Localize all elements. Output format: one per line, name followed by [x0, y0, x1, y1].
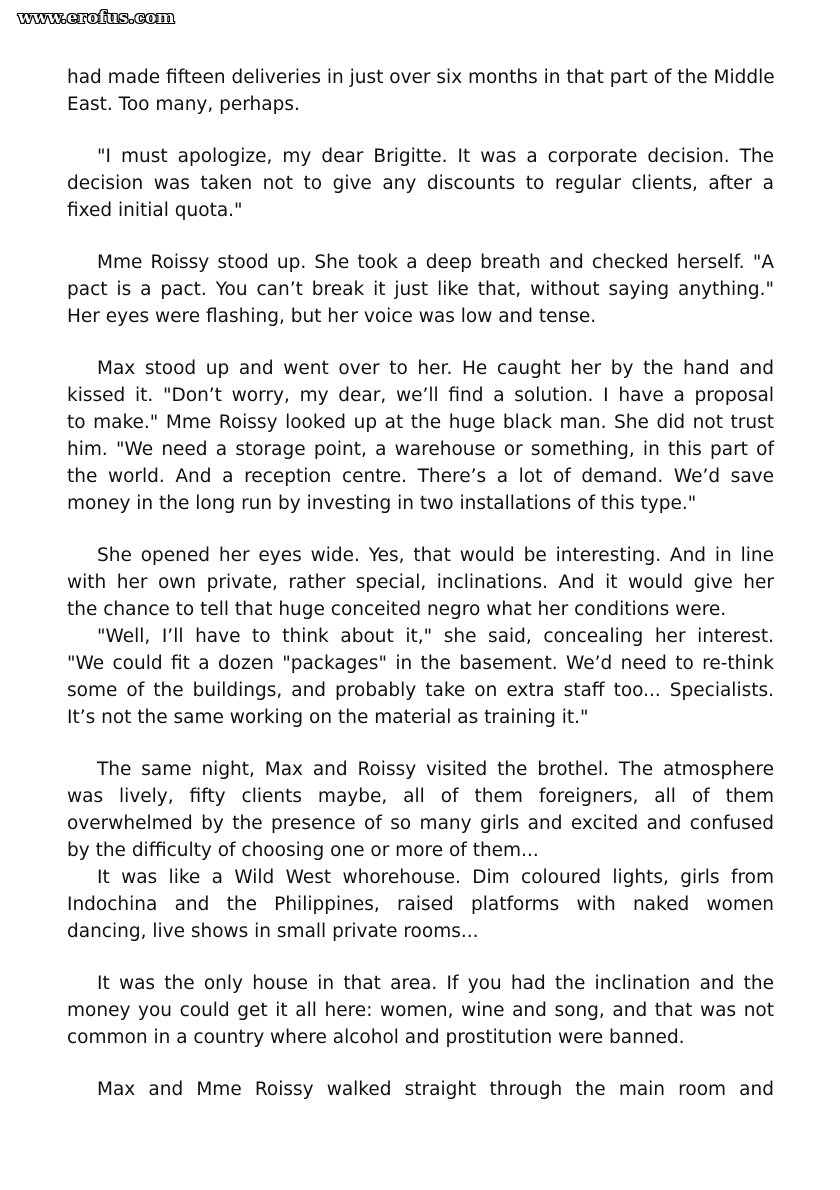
paragraph	[67, 623, 774, 731]
text-line: East. Too many, perhaps.	[67, 94, 300, 115]
text-line: "Well, I’ll have to think about it," she said, concealing her interest.	[97, 626, 774, 647]
text-line: The same night, Max and Roissy visited the brothel. The atmosphere	[97, 759, 774, 780]
text-line: him. "We need a storage point, a warehouse or something, in this part of	[67, 439, 774, 460]
text-line: It’s not the same working on the material as training it."	[67, 707, 589, 728]
text-line: money you could get it all here: women, wine and song, and that was not	[67, 1000, 774, 1021]
text-line: pact is a pact. You can’t break it just like that, without saying anything."	[67, 279, 774, 300]
text-line: It was like a Wild West whorehouse. Dim coloured lights, girls from	[97, 867, 774, 888]
text-line: the chance to tell that huge conceited negro what her conditions were.	[67, 599, 727, 620]
text-line: She opened her eyes wide. Yes, that would be interesting. And in line	[97, 545, 774, 566]
text-line: "We could fit a dozen "packages" in the basement. We’d need to re-think	[67, 653, 774, 674]
text-line: Mme Roissy stood up. She took a deep breath and checked herself. "A	[97, 252, 774, 273]
page-text	[67, 64, 774, 1103]
paragraph	[67, 970, 774, 1051]
paragraph	[67, 355, 774, 517]
text-line: Max and Mme Roissy walked straight through the main room and	[97, 1079, 774, 1100]
text-line: Max stood up and went over to her. He caught her by the hand and	[97, 358, 774, 379]
text-line: It was the only house in that area. If you had the inclination and the	[97, 973, 774, 994]
paragraph	[67, 249, 774, 330]
text-line: had made fifteen deliveries in just over six months in that part of the Middle	[67, 67, 775, 88]
text-line: with her own private, rather special, inclinations. And it would give her	[67, 572, 774, 593]
text-line: by the difficulty of choosing one or more of them...	[67, 840, 539, 861]
paragraph	[67, 1076, 774, 1103]
text-line: kissed it. "Don’t worry, my dear, we’ll find a solution. I have a proposal	[67, 385, 774, 406]
text-line: common in a country where alcohol and prostitution were banned.	[67, 1027, 685, 1048]
paragraph	[67, 64, 774, 118]
paragraph	[67, 143, 774, 224]
text-line: decision was taken not to give any discounts to regular clients, after a	[67, 173, 774, 194]
text-line: to make." Mme Roissy looked up at the huge black man. She did not trust	[67, 412, 774, 433]
text-line: money in the long run by investing in two installations of this type."	[67, 493, 697, 514]
text-line: Her eyes were flashing, but her voice was low and tense.	[67, 306, 597, 327]
text-line: was lively, fifty clients maybe, all of them foreigners, all of them	[67, 786, 774, 807]
text-line: the world. And a reception centre. There’s a lot of demand. We’d save	[67, 466, 774, 487]
paragraph	[67, 864, 774, 945]
paragraph	[67, 542, 774, 623]
text-line: overwhelmed by the presence of so many girls and excited and confused	[67, 813, 774, 834]
text-line: Indochina and the Philippines, raised platforms with naked women	[67, 894, 774, 915]
text-line: "I must apologize, my dear Brigitte. It was a corporate decision. The	[97, 146, 774, 167]
text-line: some of the buildings, and probably take on extra staff too... Specialists.	[67, 680, 774, 701]
paragraph	[67, 756, 774, 864]
text-line: fixed initial quota."	[67, 200, 243, 221]
site-watermark: www.erofus.com	[18, 8, 175, 28]
text-line: dancing, live shows in small private rooms...	[67, 921, 479, 942]
